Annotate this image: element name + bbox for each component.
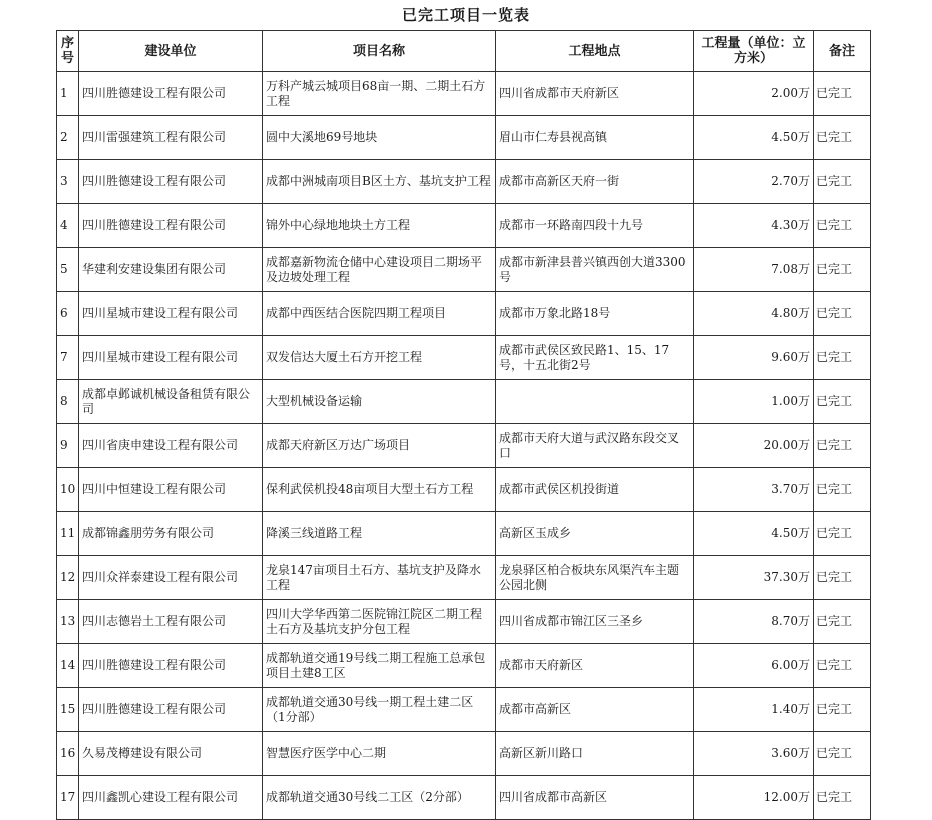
- cell-project: 智慧医疗医学中心二期: [263, 732, 496, 776]
- cell-quantity: 3.60万: [694, 732, 814, 776]
- cell-note: 已完工: [814, 72, 871, 116]
- cell-company: 四川省庚申建设工程有限公司: [79, 424, 263, 468]
- cell-project: 龙泉147亩项目土石方、基坑支护及降水工程: [263, 556, 496, 600]
- cell-company: 四川中恒建设工程有限公司: [79, 468, 263, 512]
- cell-seq: 16: [57, 732, 79, 776]
- cell-location: 成都市天府新区: [496, 644, 694, 688]
- cell-seq: 8: [57, 380, 79, 424]
- cell-project: 保利武侯机投48亩项目大型土石方工程: [263, 468, 496, 512]
- cell-quantity: 4.80万: [694, 292, 814, 336]
- cell-location: 成都市天府大道与武汉路东段交叉口: [496, 424, 694, 468]
- cell-quantity: 3.70万: [694, 468, 814, 512]
- cell-quantity: 12.00万: [694, 776, 814, 820]
- table-row: [57, 556, 871, 600]
- table-row: [57, 248, 871, 292]
- cell-note: 已完工: [814, 776, 871, 820]
- cell-note: 已完工: [814, 116, 871, 160]
- cell-location: 成都市武侯区致民路1、15、17号，十五北街2号: [496, 336, 694, 380]
- table-header-row: [57, 31, 871, 72]
- cell-company: 久易茂樽建设有限公司: [79, 732, 263, 776]
- cell-note: 已完工: [814, 160, 871, 204]
- cell-note: 已完工: [814, 468, 871, 512]
- cell-project: 成都轨道交通30号线一期工程土建二区（1分部）: [263, 688, 496, 732]
- cell-location: 四川省成都市锦江区三圣乡: [496, 600, 694, 644]
- cell-quantity: 4.30万: [694, 204, 814, 248]
- cell-note: 已完工: [814, 424, 871, 468]
- header-seq: 序号: [57, 31, 79, 72]
- cell-quantity: 7.08万: [694, 248, 814, 292]
- cell-quantity: 8.70万: [694, 600, 814, 644]
- table-row: [57, 380, 871, 424]
- cell-project: 成都天府新区万达广场项目: [263, 424, 496, 468]
- cell-quantity: 6.00万: [694, 644, 814, 688]
- cell-note: 已完工: [814, 204, 871, 248]
- cell-project: 四川大学华西第二医院锦江院区二期工程土石方及基坑支护分包工程: [263, 600, 496, 644]
- cell-seq: 7: [57, 336, 79, 380]
- cell-company: 四川鑫凯心建设工程有限公司: [79, 776, 263, 820]
- table-row: [57, 336, 871, 380]
- cell-location: 成都市高新区天府一街: [496, 160, 694, 204]
- cell-location: 眉山市仁寿县视高镇: [496, 116, 694, 160]
- cell-note: 已完工: [814, 336, 871, 380]
- cell-seq: 17: [57, 776, 79, 820]
- cell-location: 成都市一环路南四段十九号: [496, 204, 694, 248]
- cell-note: 已完工: [814, 380, 871, 424]
- cell-project: 锦外中心绿地地块土方工程: [263, 204, 496, 248]
- cell-quantity: 2.70万: [694, 160, 814, 204]
- table-row: [57, 600, 871, 644]
- cell-project: 圆中大溪地69号地块: [263, 116, 496, 160]
- cell-note: 已完工: [814, 688, 871, 732]
- cell-seq: 13: [57, 600, 79, 644]
- cell-company: 成都卓邺诚机械设备租赁有限公司: [79, 380, 263, 424]
- cell-company: 四川星城市建设工程有限公司: [79, 292, 263, 336]
- cell-location: 成都市新津县普兴镇西创大道3300号: [496, 248, 694, 292]
- table-row: [57, 424, 871, 468]
- cell-location: [496, 380, 694, 424]
- cell-location: 四川省成都市高新区: [496, 776, 694, 820]
- cell-location: 成都市万象北路18号: [496, 292, 694, 336]
- cell-location: 高新区新川路口: [496, 732, 694, 776]
- document-title: 已完工项目一览表: [401, 6, 530, 24]
- cell-company: 四川胜德建设工程有限公司: [79, 72, 263, 116]
- table-row: [57, 292, 871, 336]
- cell-project: 降溪三线道路工程: [263, 512, 496, 556]
- header-project: 项目名称: [263, 31, 496, 72]
- cell-project: 双发信达大厦土石方开挖工程: [263, 336, 496, 380]
- cell-seq: 14: [57, 644, 79, 688]
- header-company: 建设单位: [79, 31, 263, 72]
- cell-note: 已完工: [814, 556, 871, 600]
- cell-seq: 6: [57, 292, 79, 336]
- cell-note: 已完工: [814, 292, 871, 336]
- table-row: [57, 72, 871, 116]
- cell-company: 四川胜德建设工程有限公司: [79, 644, 263, 688]
- cell-quantity: 1.40万: [694, 688, 814, 732]
- cell-project: 成都嘉新物流仓储中心建设项目二期场平及边坡处理工程: [263, 248, 496, 292]
- cell-seq: 2: [57, 116, 79, 160]
- cell-seq: 1: [57, 72, 79, 116]
- cell-seq: 9: [57, 424, 79, 468]
- cell-company: 成都锦鑫朋劳务有限公司: [79, 512, 263, 556]
- table-row: [57, 732, 871, 776]
- cell-company: 四川众祥泰建设工程有限公司: [79, 556, 263, 600]
- cell-location: 成都市高新区: [496, 688, 694, 732]
- cell-location: 四川省成都市天府新区: [496, 72, 694, 116]
- table-row: [57, 468, 871, 512]
- cell-quantity: 20.00万: [694, 424, 814, 468]
- cell-note: 已完工: [814, 644, 871, 688]
- cell-seq: 4: [57, 204, 79, 248]
- cell-location: 成都市武侯区机投街道: [496, 468, 694, 512]
- cell-seq: 3: [57, 160, 79, 204]
- cell-quantity: 2.00万: [694, 72, 814, 116]
- cell-company: 四川胜德建设工程有限公司: [79, 688, 263, 732]
- cell-note: 已完工: [814, 512, 871, 556]
- table-row: [57, 776, 871, 820]
- cell-seq: 11: [57, 512, 79, 556]
- cell-company: 四川胜德建设工程有限公司: [79, 160, 263, 204]
- header-note: 备注: [814, 31, 871, 72]
- cell-quantity: 1.00万: [694, 380, 814, 424]
- cell-project: 成都轨道交通30号线二工区（2分部）: [263, 776, 496, 820]
- cell-location: 高新区玉成乡: [496, 512, 694, 556]
- cell-company: 四川雷强建筑工程有限公司: [79, 116, 263, 160]
- cell-seq: 12: [57, 556, 79, 600]
- cell-quantity: 37.30万: [694, 556, 814, 600]
- cell-company: 四川志德岩土工程有限公司: [79, 600, 263, 644]
- cell-location: 龙泉驿区柏合板块东风渠汽车主题公园北侧: [496, 556, 694, 600]
- cell-note: 已完工: [814, 600, 871, 644]
- cell-company: 华建利安建设集团有限公司: [79, 248, 263, 292]
- table-row: [57, 644, 871, 688]
- table-row: [57, 160, 871, 204]
- cell-company: 四川星城市建设工程有限公司: [79, 336, 263, 380]
- cell-project: 成都轨道交通19号线二期工程施工总承包项目土建8工区: [263, 644, 496, 688]
- cell-quantity: 4.50万: [694, 512, 814, 556]
- cell-quantity: 4.50万: [694, 116, 814, 160]
- completed-projects-table: [56, 30, 871, 820]
- cell-project: 大型机械设备运输: [263, 380, 496, 424]
- table-row: [57, 204, 871, 248]
- cell-note: 已完工: [814, 248, 871, 292]
- cell-seq: 15: [57, 688, 79, 732]
- cell-note: 已完工: [814, 732, 871, 776]
- cell-company: 四川胜德建设工程有限公司: [79, 204, 263, 248]
- cell-project: 万科产城云城项目68亩一期、二期土石方工程: [263, 72, 496, 116]
- cell-project: 成都中西医结合医院四期工程项目: [263, 292, 496, 336]
- header-location: 工程地点: [496, 31, 694, 72]
- table-row: [57, 512, 871, 556]
- cell-project: 成都中洲城南项目B区土方、基坑支护工程: [263, 160, 496, 204]
- table-row: [57, 688, 871, 732]
- cell-seq: 10: [57, 468, 79, 512]
- table-row: [57, 116, 871, 160]
- header-quantity: 工程量（单位：立方米）: [694, 31, 814, 72]
- cell-quantity: 9.60万: [694, 336, 814, 380]
- cell-seq: 5: [57, 248, 79, 292]
